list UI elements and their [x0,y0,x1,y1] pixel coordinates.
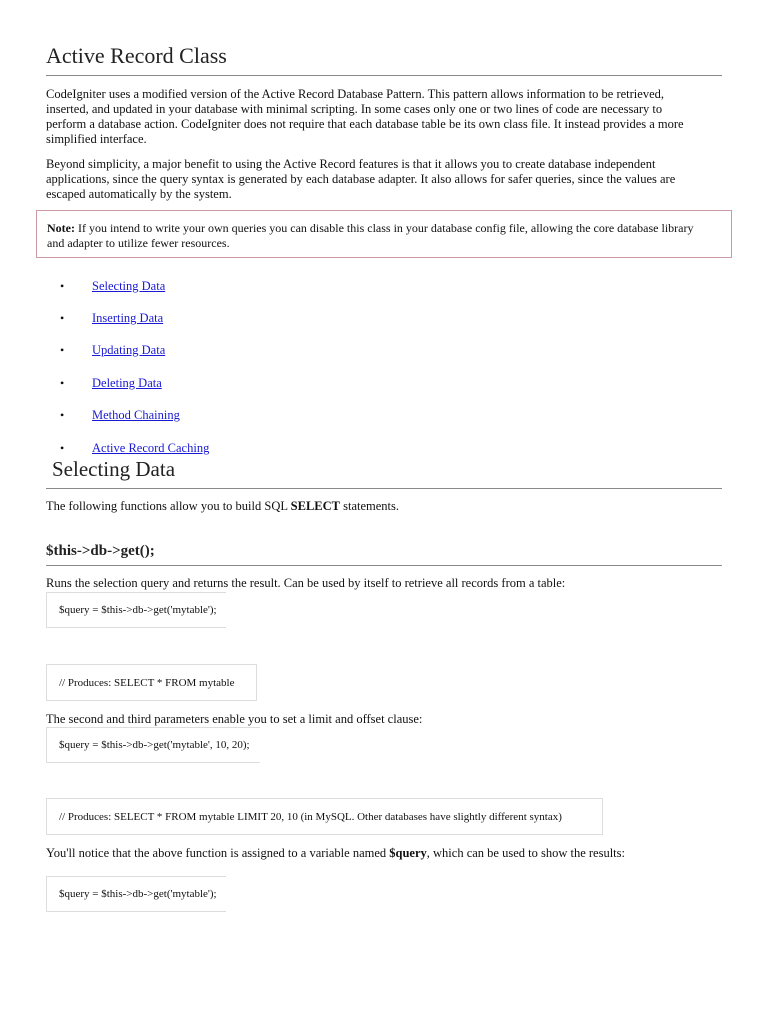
toc-link-method-chaining[interactable]: Method Chaining [92,408,180,422]
toc-link-deleting-data[interactable]: Deleting Data [92,376,162,390]
notice-tail: , which can be used to show the results: [426,846,625,860]
notice-text: You'll notice that the above function is assigned to a variable named [46,846,390,860]
note-text [47,221,707,251]
section-intro-tail: statements. [340,499,400,513]
notice-variable: $query [389,846,427,860]
note-body: If you intend to write your own queries you can disable this class in your database config file, allowing the core database library and adapter to utilize fewer resources. [47,221,694,250]
function-divider [46,565,722,566]
section-intro [46,499,686,514]
benefit-paragraph: Beyond simplicity, a major benefit to using the Active Record features is that it allows you to create database independent applications, since the query syntax is generated by each database adapter. It also allows for safer queries, since the values are escaped automatically by the system. [46,157,676,201]
bullet-icon: • [60,279,65,293]
toc-link-updating-data[interactable]: Updating Data [92,343,166,357]
code-text: $query = $this->db->get('mytable', 10, 20); [59,739,250,751]
code-block-get-limit [46,727,260,763]
code-text: // Produces: SELECT * FROM mytable LIMIT 20, 10 (in MySQL. Other databases have slightly different syntax) [59,810,562,823]
bullet-icon: • [60,376,65,390]
code-block-produces-limit [46,798,603,835]
code-text: $query = $this->db->get('mytable'); [59,888,217,900]
section-intro-text: The following functions allow you to build SQL [46,499,291,513]
toc-link-active-record-caching[interactable]: Active Record Caching [92,441,210,455]
section-intro-keyword: SELECT [290,499,340,513]
section-divider [46,488,722,489]
function-signature: $this->db->get(); [46,543,155,559]
code-text: // Produces: SELECT * FROM mytable [59,676,235,689]
toc-link-inserting-data[interactable]: Inserting Data [92,311,164,325]
intro-paragraph: CodeIgniter uses a modified version of the Active Record Database Pattern. This pattern allows information to be retrieved, inserted, and updated in your database with minimal scripting. In some cases only one or two lines of code are necessary to perform a database action. CodeIgniter does not require that each database table be its own class file. It instead provides a more simplified interface. [46,87,684,146]
code-block-produces [46,664,257,701]
section-title: Selecting Data [52,457,176,481]
bullet-icon: • [60,343,65,357]
note-label: Note: [47,221,75,235]
bullet-icon: • [60,408,65,422]
params-paragraph: The second and third parameters enable you to set a limit and offset clause: [46,712,423,726]
function-description: Runs the selection query and returns the result. Can be used by itself to retrieve all records from a table: [46,576,566,590]
code-block-get-again [46,876,226,912]
page-title: Active Record Class [46,43,227,68]
notice-paragraph [46,846,646,861]
toc-link-selecting-data[interactable]: Selecting Data [92,279,166,293]
code-text: $query = $this->db->get('mytable'); [59,604,217,616]
bullet-icon: • [60,311,65,325]
bullet-icon: • [60,441,65,455]
title-divider [46,75,722,76]
code-block-get [46,592,226,628]
note-box [36,210,732,258]
